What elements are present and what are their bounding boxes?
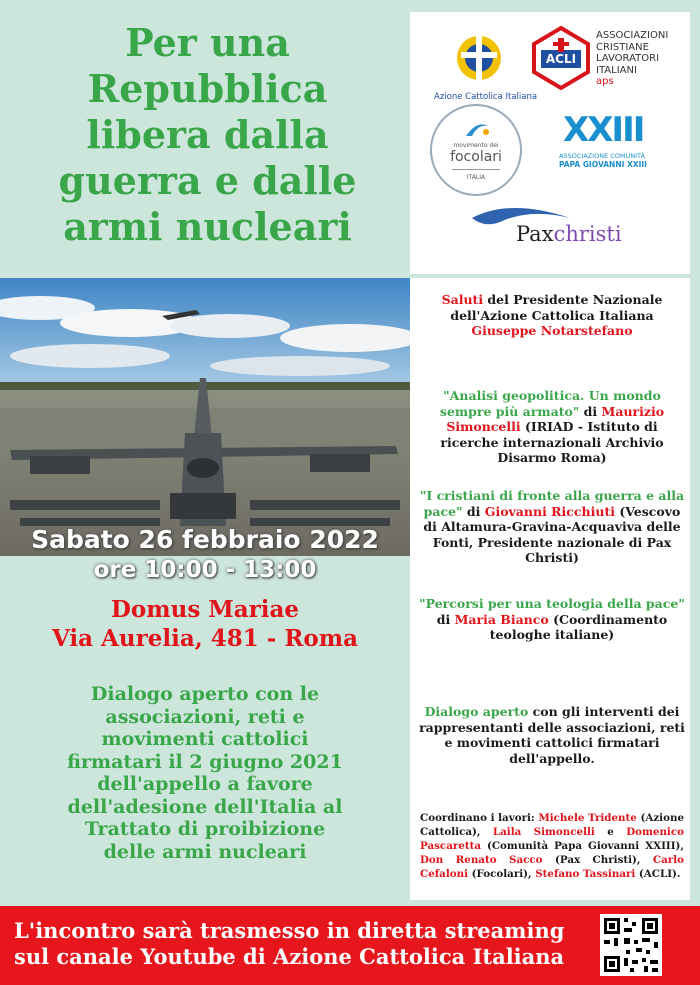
acli-name-line: ASSOCIAZIONI bbox=[596, 30, 669, 41]
open-dialogue-label: Dialogo aperto bbox=[424, 704, 529, 719]
coordinators-label: Coordinano i lavori: bbox=[420, 812, 539, 824]
program-open-dialogue bbox=[418, 704, 686, 766]
streaming-banner bbox=[0, 906, 700, 985]
pax-christi-b: christi bbox=[553, 222, 622, 246]
coordinator-org: (Pax Christi), bbox=[542, 854, 653, 866]
talk-affiliation: (IRIAD - Istituto di ricerche internazionali Archivio Disarmo Roma) bbox=[440, 419, 664, 465]
dialogue-line: movimenti cattolici bbox=[101, 728, 309, 750]
acli-name-line: LAVORATORI bbox=[596, 53, 660, 64]
talk-di: di bbox=[436, 611, 455, 627]
sponsor-logos-panel bbox=[410, 12, 690, 274]
coordinator-name: Domenico Pascaretta bbox=[420, 826, 684, 852]
open-dialogue-text: con gli interventi dei rappresentanti delle associazioni, reti e movimenti cattolici firmatari dell'appello. bbox=[419, 704, 685, 766]
xxiii-line: ASSOCIAZIONE COMUNITÀ bbox=[559, 152, 645, 160]
focolari-top: movimento dei bbox=[453, 142, 499, 149]
talk-affiliation: (Vescovo di Altamura-Gravina-Acquaviva delle Fonti, Presidente nazionale di Pax Christi) bbox=[423, 503, 681, 565]
event-time: ore 10:00 - 13:00 bbox=[93, 557, 317, 583]
program-panel bbox=[410, 278, 690, 900]
talk-speaker: Maria Bianco bbox=[454, 611, 549, 627]
talk-title: "Analisi geopolitica. Un mondo sempre più armato" bbox=[439, 388, 661, 419]
title-line: libera dalla bbox=[86, 112, 329, 157]
venue-address: Via Aurelia, 481 - Roma bbox=[51, 625, 359, 652]
pax-christi-a: Pax bbox=[516, 222, 554, 246]
acli-logo bbox=[532, 26, 687, 106]
streaming-text bbox=[14, 918, 584, 970]
greetings-label: Saluti bbox=[441, 292, 484, 307]
acli-aps: aps bbox=[596, 76, 614, 87]
coordinator-org: (ACLI). bbox=[635, 868, 681, 880]
focolari-logo bbox=[430, 104, 522, 196]
dialogue-line: associazioni, reti e bbox=[105, 705, 305, 728]
program-talk-1 bbox=[418, 388, 686, 466]
coordinator-org: (Focolari), bbox=[468, 868, 536, 880]
dialogue-line: Trattato di proibizione bbox=[84, 818, 326, 840]
program-talk-3 bbox=[418, 596, 686, 643]
greetings-text: del Presidente Nazionale dell'Azione Cattolica Italiana bbox=[450, 292, 663, 323]
coordinators-text bbox=[420, 811, 684, 881]
talk-speaker: Maurizio Simoncelli bbox=[446, 403, 665, 434]
papa-giovanni-xxiii-logo bbox=[555, 110, 675, 180]
talk-di: di bbox=[462, 503, 485, 519]
focolari-name: focolari bbox=[450, 149, 502, 165]
coordinator-name: Don Renato Sacco bbox=[420, 854, 543, 866]
venue-name: Domus Mariae bbox=[110, 596, 300, 623]
coordinator-name: Carlo Cefaloni bbox=[420, 854, 684, 880]
poster-title bbox=[10, 20, 405, 250]
pax-christi-logo bbox=[470, 204, 630, 256]
talk-affiliation: (Coordinamento teologhe italiane) bbox=[489, 611, 668, 642]
dialogue-line: firmatari il 2 giugno 2021 bbox=[67, 750, 343, 773]
dialogue-description bbox=[20, 683, 390, 863]
title-line: guerra e dalle bbox=[58, 158, 357, 203]
title-line: Per una bbox=[125, 20, 290, 65]
acli-name-line: CRISTIANE bbox=[596, 41, 649, 53]
title-line: Repubblica bbox=[87, 66, 328, 111]
azione-cattolica-logo bbox=[434, 30, 538, 110]
qr-code-icon[interactable] bbox=[600, 914, 662, 976]
coordinator-name: Stefano Tassinari bbox=[535, 868, 636, 880]
dialogue-line: Dialogo aperto con le bbox=[90, 683, 320, 705]
streaming-line: L'incontro sarà trasmesso in diretta streaming bbox=[14, 918, 565, 943]
acli-name bbox=[596, 30, 668, 88]
event-venue bbox=[0, 595, 410, 653]
dialogue-line: delle armi nucleari bbox=[103, 840, 307, 863]
talk-speaker: Giovanni Ricchiuti bbox=[484, 503, 615, 519]
coordinator-org: (Azione Cattolica), bbox=[420, 812, 684, 838]
azione-cattolica-label: Azione Cattolica Italiana bbox=[434, 92, 538, 102]
azione-cattolica-emblem-icon bbox=[434, 30, 524, 88]
acli-mark: ACLI bbox=[545, 52, 577, 66]
acli-name-line: ITALIANI bbox=[596, 64, 637, 76]
coordinator-org: e bbox=[594, 826, 627, 838]
streaming-line: sul canale Youtube di Azione Cattolica Italiana bbox=[14, 944, 565, 969]
talk-di: di bbox=[579, 403, 602, 419]
coordinator-org: (Comunità Papa Giovanni XXIII), bbox=[481, 840, 684, 852]
coordinator-name: Laila Simoncelli bbox=[492, 826, 595, 838]
title-line: armi nucleari bbox=[63, 204, 352, 249]
program-talk-2 bbox=[418, 488, 686, 566]
xxiii-mark: XXIII bbox=[563, 110, 644, 150]
pax-christi-wordmark bbox=[516, 222, 622, 246]
event-date: Sabato 26 febbraio 2022 bbox=[31, 525, 379, 554]
talk-title: "I cristiani di fronte alla guerra e alla pace" bbox=[419, 488, 685, 519]
talk-title: "Percorsi per una teologia della pace" bbox=[419, 596, 685, 611]
xxiii-line: PAPA GIOVANNI XXIII bbox=[559, 160, 647, 169]
b52-bomber-photo bbox=[0, 278, 410, 556]
dialogue-line: dell'adesione dell'Italia al bbox=[67, 795, 343, 818]
program-greetings bbox=[418, 292, 686, 339]
dialogue-line: dell'appello a favore bbox=[97, 773, 313, 795]
coordinator-name: Michele Tridente bbox=[538, 812, 637, 824]
bomber-aircraft-image bbox=[0, 278, 410, 556]
focolari-country: ITALIA bbox=[466, 174, 486, 181]
greetings-speaker: Giuseppe Notarstefano bbox=[471, 323, 633, 338]
focolari-flame-icon bbox=[462, 120, 492, 138]
